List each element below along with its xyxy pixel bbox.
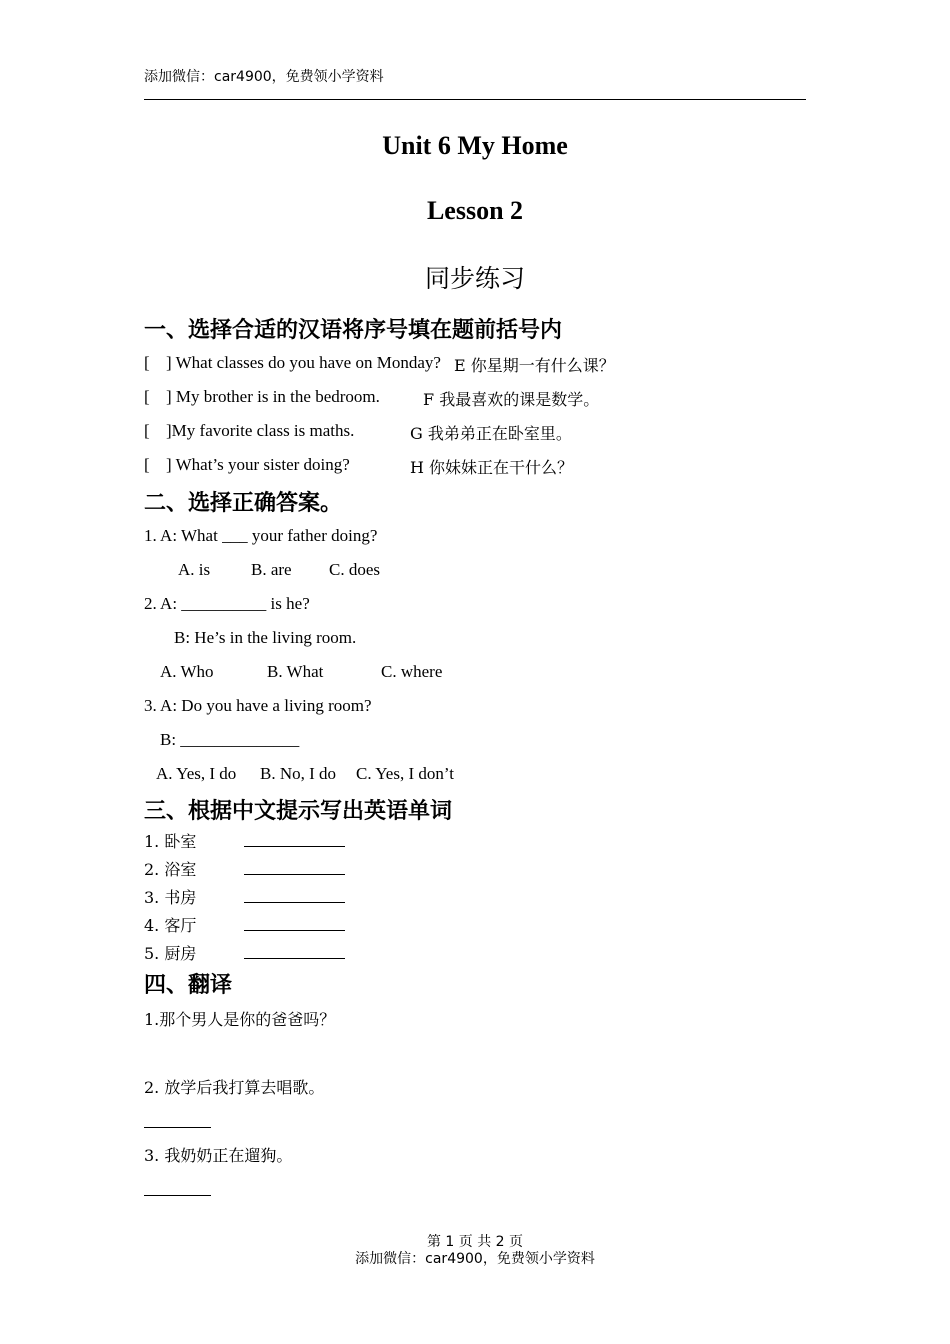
q2-question: 2. A: __________ is he? bbox=[144, 594, 310, 613]
s3-item2-blank bbox=[244, 874, 345, 875]
s3-item4: 4. 客厅 bbox=[144, 916, 197, 935]
q2-option-a: A. Who bbox=[160, 662, 214, 681]
practice-title: 同步练习 bbox=[424, 264, 525, 293]
section3-heading: 三、根据中文提示写出英语单词 bbox=[144, 799, 453, 824]
s1-row4-chinese: H 你妹妹正在干什么？ bbox=[410, 458, 574, 477]
s1-row4-english: ] What’s your sister doing? bbox=[166, 455, 350, 474]
s3-item1-blank bbox=[244, 846, 345, 847]
s1-row2-english: ] My brother is in the bedroom. bbox=[166, 387, 380, 406]
q1-option-b: B. are bbox=[251, 560, 292, 579]
q3-option-c: C. Yes, I don’t bbox=[356, 764, 454, 783]
q3-option-b: B. No, I do bbox=[260, 764, 337, 783]
q3-answer: B: ______________ bbox=[160, 730, 300, 749]
q3-option-a: A. Yes, I do bbox=[156, 764, 237, 783]
section1-heading: 一、选择合适的汉语将序号填在题前括号内 bbox=[144, 318, 563, 343]
page-header-text: 添加微信：car4900，免费领小学资料 bbox=[144, 69, 384, 85]
q2-answer: B: He’s in the living room. bbox=[174, 628, 357, 647]
q2-option-c: C. where bbox=[381, 662, 443, 681]
s1-row1-bracket: [ bbox=[144, 353, 150, 372]
section4-heading: 四、翻译 bbox=[144, 973, 233, 998]
lesson-title: Lesson 2 bbox=[426, 196, 524, 225]
s3-item3: 3. 书房 bbox=[144, 888, 197, 907]
unit-title: Unit 6 My Home bbox=[382, 131, 568, 160]
page-footer-text: 添加微信：car4900，免费领小学资料 bbox=[355, 1251, 595, 1267]
s3-item3-blank bbox=[244, 902, 345, 903]
section2-heading: 二、选择正确答案。 bbox=[144, 491, 343, 516]
s3-item2: 2. 浴室 bbox=[144, 860, 197, 879]
header-rule bbox=[144, 99, 806, 100]
s3-item5: 5. 厨房 bbox=[144, 944, 197, 963]
q1-option-c: C. does bbox=[329, 560, 380, 579]
q1-question: 1. A: What ___ your father doing? bbox=[144, 526, 378, 545]
s3-item5-blank bbox=[244, 958, 345, 959]
s4-item3-blank bbox=[144, 1195, 211, 1196]
s4-item1: 1.那个男人是你的爸爸吗？ bbox=[144, 1010, 336, 1029]
s4-item3: 3. 我奶奶正在遛狗。 bbox=[144, 1146, 293, 1165]
s1-row3-chinese: G 我弟弟正在卧室里。 bbox=[410, 424, 572, 443]
s3-item1: 1. 卧室 bbox=[144, 832, 197, 851]
s1-row3-english: ]My favorite class is maths. bbox=[166, 421, 355, 440]
s4-item2: 2. 放学后我打算去唱歌。 bbox=[144, 1078, 325, 1097]
s1-row4-bracket: [ bbox=[144, 455, 150, 474]
s1-row2-chinese: F 我最喜欢的课是数学。 bbox=[423, 390, 600, 409]
q3-question: 3. A: Do you have a living room? bbox=[144, 696, 372, 715]
page-number: 第 1 页 共 2 页 bbox=[426, 1234, 524, 1250]
s1-row1-english: ] What classes do you have on Monday? bbox=[166, 353, 441, 372]
s1-row1-chinese: E 你星期一有什么课？ bbox=[454, 356, 615, 375]
s4-item2-blank bbox=[144, 1127, 211, 1128]
s3-item4-blank bbox=[244, 930, 345, 931]
s1-row3-bracket: [ bbox=[144, 421, 150, 440]
s1-row2-bracket: [ bbox=[144, 387, 150, 406]
q2-option-b: B. What bbox=[267, 662, 324, 681]
q1-option-a: A. is bbox=[178, 560, 211, 579]
